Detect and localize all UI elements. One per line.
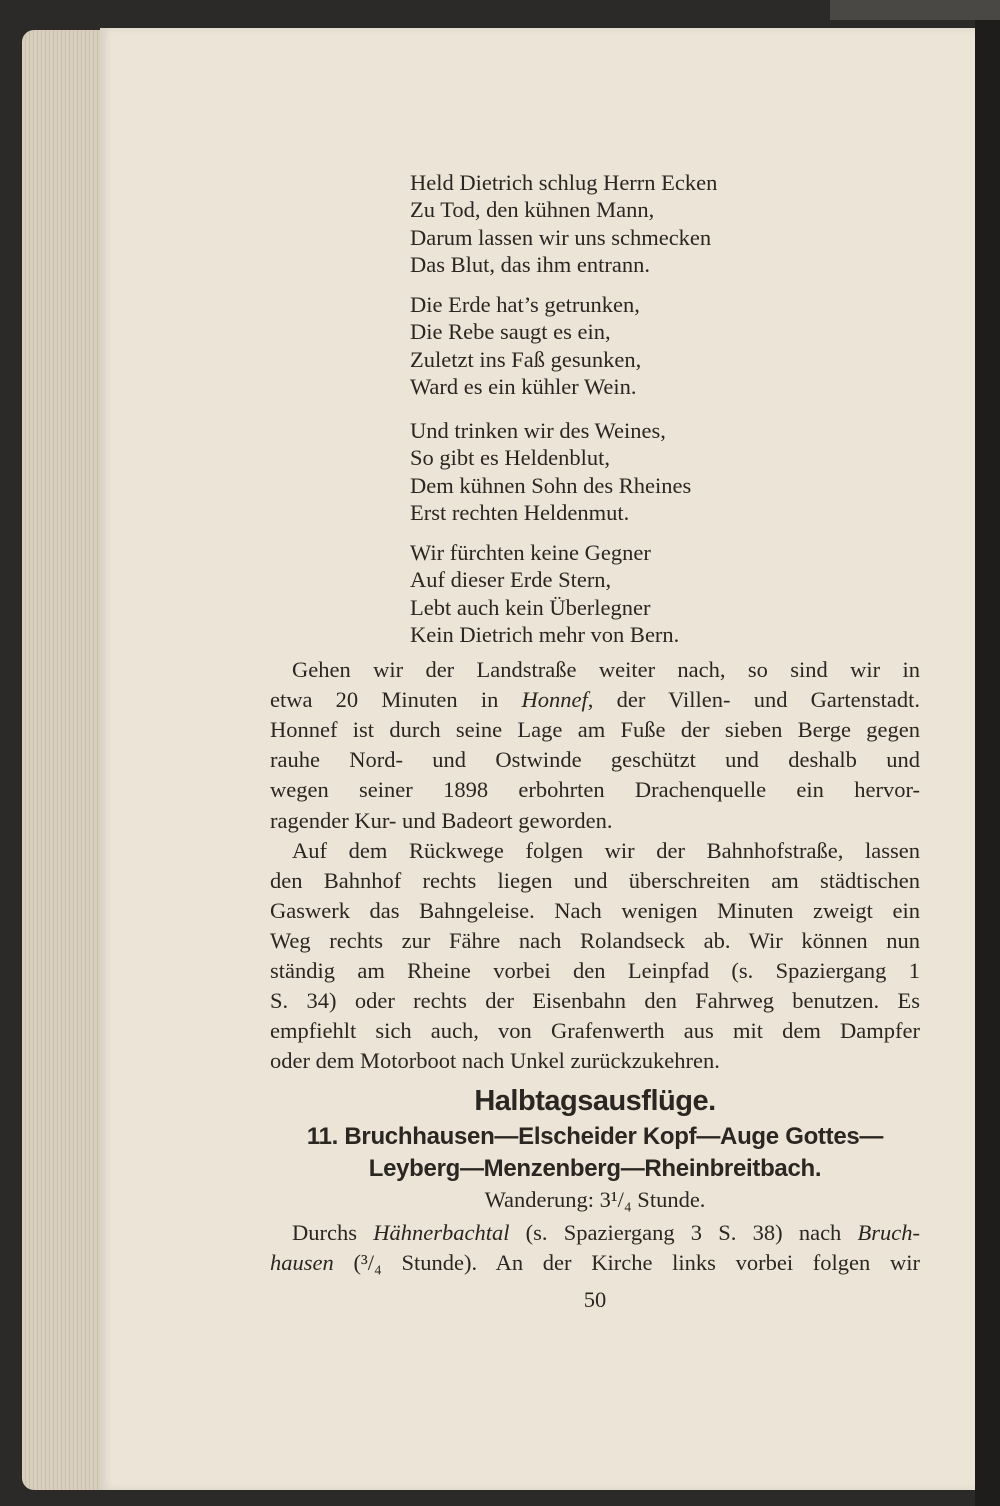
- text-segment: ragender Kur- und Badeort geworden.: [270, 807, 613, 833]
- paragraph-line: [292, 657, 920, 683]
- italic-place-name: Bruch-: [857, 1220, 921, 1245]
- route-title-line-2: Leyberg—Menzenberg—Rheinbreitbach.: [368, 1155, 822, 1182]
- poem-line: Das Blut, das ihm entrann.: [410, 251, 650, 277]
- poem-line: Erst rechten Heldenmut.: [410, 499, 630, 525]
- poem-line: Kein Dietrich mehr von Bern.: [410, 621, 680, 647]
- paragraph-line: [292, 838, 920, 864]
- text-segment: Gaswerk das Bahngeleise. Nach wenigen Minuten zweigt ein: [270, 897, 920, 923]
- paragraph-line: [270, 928, 920, 954]
- text-segment: S. 34) oder rechts der Eisenbahn den Fahrweg benutzen. Es: [270, 988, 920, 1014]
- text-segment: ständig am Rheine vorbei den Leinpfad (s. Spaziergang 1: [270, 958, 920, 983]
- text-segment: Gehen wir der Landstraße weiter nach, so sind wir in: [292, 657, 920, 682]
- text-segment: empfiehlt sich auch, von Grafenwerth aus mit dem Dampfer: [270, 1018, 920, 1044]
- text-segment: wegen seiner 1898 erbohrten Drachenquelle ein hervor-: [270, 777, 920, 803]
- poem-line: So gibt es Heldenblut,: [410, 445, 610, 471]
- paragraph-line: [270, 777, 920, 803]
- poem-line: Die Erde hat’s getrunken,: [410, 292, 640, 317]
- text-segment: , der Villen- und Gartenstadt.: [587, 687, 920, 713]
- poem-line: Wir fürchten keine Gegner: [410, 540, 651, 565]
- text-segment: oder dem Motorboot nach Unkel zurückzukehren.: [270, 1048, 720, 1074]
- paragraph-line: [270, 747, 920, 773]
- poem-line: Dem kühnen Sohn des Rheines: [410, 472, 692, 498]
- text-segment: Auf dem Rückwege folgen wir der Bahnhofstraße, lassen: [292, 837, 920, 863]
- poem-line: Darum lassen wir uns schmecken: [410, 224, 712, 250]
- paragraph-line: [270, 988, 920, 1014]
- paragraph-line: [270, 898, 920, 924]
- section-paragraph-line: [292, 1220, 920, 1246]
- text-segment: den Bahnhof rechts liegen und überschreiten am städtischen: [270, 867, 920, 893]
- poem-line: Und trinken wir des Weines,: [410, 418, 666, 443]
- text-segment: (³/₄ Stunde). An der Kirche links vorbei folgen wir: [333, 1250, 920, 1275]
- paragraph-line: [270, 868, 920, 894]
- poem-line: Zu Tod, den kühnen Mann,: [410, 197, 655, 223]
- paragraph-line: [270, 717, 920, 743]
- poem-line: Die Rebe saugt es ein,: [410, 319, 611, 345]
- background-strip: [830, 0, 1000, 20]
- italic-place-name: Hähnerbachtal: [373, 1220, 510, 1245]
- poem-line: Auf dieser Erde Stern,: [410, 567, 612, 593]
- route-title-line-1: 11. Bruchhausen—Elscheider Kopf—Auge Gottes—: [306, 1123, 884, 1150]
- text-segment: Honnef ist durch seine Lage am Fuße der sieben Berge gegen: [270, 717, 920, 743]
- page-number: 50: [583, 1287, 607, 1312]
- section-paragraph-line: [270, 1250, 920, 1276]
- poem-line: Zuletzt ins Faß gesunken,: [410, 346, 642, 372]
- duration: Wanderung: 3¹/₄ Stunde.: [484, 1187, 706, 1212]
- binding-edge: [975, 20, 1000, 1506]
- paragraph-line: [270, 1048, 720, 1074]
- paragraph-line: [270, 808, 613, 834]
- text-segment: Weg rechts zur Fähre nach Rolandseck ab. Wir können nun: [270, 927, 920, 953]
- paragraph-line: [270, 958, 920, 984]
- poem-line: Held Dietrich schlug Herrn Ecken: [410, 170, 718, 195]
- text-segment: Durchs: [292, 1220, 374, 1245]
- poem-line: Lebt auch kein Überlegner: [410, 594, 651, 620]
- text-segment: etwa 20 Minuten in: [270, 687, 522, 713]
- paragraph-line: [270, 1018, 920, 1044]
- poem-line: Ward es ein kühler Wein.: [410, 373, 637, 399]
- italic-place-name: Honnef: [521, 687, 588, 713]
- text-segment: rauhe Nord- und Ostwinde geschützt und deshalb und: [270, 747, 920, 773]
- italic-place-name: hausen: [270, 1250, 334, 1275]
- paragraph-line: [270, 687, 920, 713]
- section-title: Halbtagsausflüge.: [474, 1085, 716, 1117]
- text-segment: (s. Spaziergang 3 S. 38) nach: [509, 1220, 858, 1245]
